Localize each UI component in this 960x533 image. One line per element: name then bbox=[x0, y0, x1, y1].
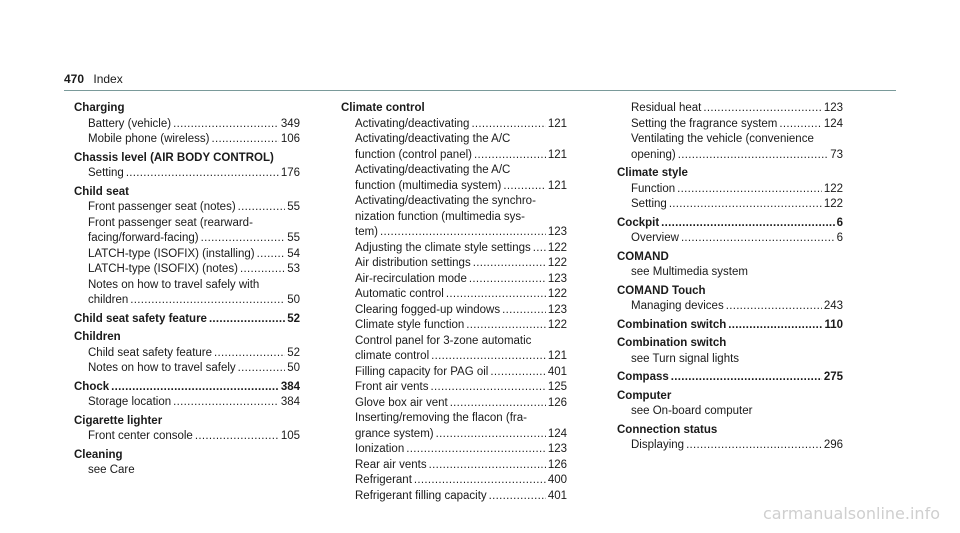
subentry-text: Front air vents bbox=[355, 381, 429, 393]
dot-leader bbox=[466, 318, 546, 334]
page-ref[interactable]: 55 bbox=[287, 201, 300, 213]
page-ref[interactable]: 52 bbox=[287, 312, 300, 325]
dot-leader bbox=[677, 182, 822, 198]
dot-leader bbox=[681, 231, 835, 247]
page-ref[interactable]: 121 bbox=[547, 350, 567, 362]
index-heading: Climate style bbox=[617, 167, 688, 179]
page-ref[interactable]: 110 bbox=[824, 318, 843, 331]
dot-leader bbox=[436, 427, 546, 443]
dot-leader bbox=[214, 346, 285, 362]
page-ref[interactable]: 122 bbox=[823, 182, 843, 195]
dot-leader bbox=[257, 247, 286, 263]
index-entry bbox=[617, 101, 843, 163]
index-entry bbox=[74, 380, 300, 411]
subentry-text: Child seat safety feature bbox=[88, 346, 213, 359]
subentry-text: Mobile phone (wireless) bbox=[88, 133, 210, 145]
dot-leader bbox=[533, 241, 546, 257]
watermark: carmanualsonline.info bbox=[762, 504, 940, 523]
subentry-text: Displaying bbox=[631, 439, 685, 451]
page-ref[interactable]: 54 bbox=[287, 247, 300, 260]
dot-leader bbox=[173, 117, 279, 133]
heading-text: Combination switch bbox=[617, 318, 727, 331]
page-ref[interactable]: 243 bbox=[823, 300, 843, 312]
subentry-text: Air distribution settings bbox=[355, 257, 471, 269]
index-subentry bbox=[617, 438, 843, 454]
dot-leader bbox=[450, 396, 546, 412]
heading-text: Compass bbox=[617, 371, 669, 383]
page-ref[interactable]: 124 bbox=[547, 427, 567, 440]
index-subentry: see Care bbox=[88, 464, 135, 476]
dot-leader bbox=[195, 429, 279, 445]
subentry-text: function (control panel) bbox=[355, 148, 472, 161]
subentry-text: tem) bbox=[355, 226, 378, 238]
index-subentry: Activating/deactivating the synchro- bbox=[355, 195, 536, 207]
subentry-text: Setting the fragrance system bbox=[631, 117, 778, 130]
index-subentry bbox=[74, 200, 300, 216]
index-column-2 bbox=[341, 101, 567, 507]
index-subentry bbox=[341, 148, 567, 164]
index-entry bbox=[617, 389, 843, 420]
index-heading: Climate control bbox=[341, 102, 425, 114]
dot-leader bbox=[474, 148, 546, 164]
dot-leader bbox=[209, 312, 285, 328]
subentry-text: Managing devices bbox=[631, 300, 724, 312]
index-subentry bbox=[341, 117, 567, 133]
index-subentry: Inserting/removing the flacon (fra- bbox=[355, 412, 527, 424]
dot-leader bbox=[489, 489, 546, 505]
page-ref[interactable]: 55 bbox=[287, 232, 300, 244]
dot-leader bbox=[678, 148, 828, 164]
index-subentry bbox=[617, 231, 843, 247]
index-heading: COMAND Touch bbox=[617, 284, 706, 297]
subentry-text: Ionization bbox=[355, 443, 405, 455]
index-subentry bbox=[74, 262, 300, 278]
index-subentry bbox=[74, 231, 300, 247]
subentry-text: Storage location bbox=[88, 396, 172, 408]
index-heading bbox=[617, 318, 843, 334]
page-ref[interactable]: 125 bbox=[547, 381, 567, 393]
index-heading: Computer bbox=[617, 389, 672, 402]
index-subentry: Control panel for 3-zone automatic bbox=[355, 334, 532, 347]
index-entry bbox=[74, 101, 300, 148]
header-divider bbox=[64, 90, 896, 91]
dot-leader bbox=[661, 216, 834, 232]
index-entry bbox=[74, 151, 300, 182]
dot-leader bbox=[429, 458, 546, 474]
subentry-text: Automatic control bbox=[355, 288, 444, 300]
page-ref[interactable]: 6 bbox=[836, 232, 843, 244]
subentry-text: opening) bbox=[631, 148, 676, 161]
subentry-text: children bbox=[88, 294, 129, 306]
page-ref[interactable]: 126 bbox=[547, 458, 567, 471]
index-subentry bbox=[617, 117, 843, 133]
page-ref[interactable]: 123 bbox=[547, 272, 567, 285]
index-heading: Connection status bbox=[617, 423, 718, 436]
index-subentry: Activating/deactivating the A/C bbox=[355, 164, 511, 176]
index-subentry: Ventilating the vehicle (convenience bbox=[631, 133, 814, 145]
subentry-text: facing/forward-facing) bbox=[88, 232, 199, 244]
dot-leader bbox=[703, 101, 821, 117]
page-ref[interactable]: 349 bbox=[280, 117, 300, 130]
dot-leader bbox=[469, 272, 546, 288]
index-subentry: Notes on how to travel safely with bbox=[88, 278, 260, 291]
index-column-3 bbox=[617, 101, 843, 457]
index-subentry bbox=[617, 299, 843, 315]
index-subentry: see Multimedia system bbox=[631, 266, 748, 278]
index-subentry bbox=[341, 349, 567, 365]
page-ref[interactable]: 123 bbox=[547, 443, 567, 455]
page-ref[interactable]: 176 bbox=[280, 167, 300, 179]
dot-leader bbox=[380, 225, 546, 241]
index-subentry bbox=[74, 293, 300, 309]
dot-leader bbox=[406, 442, 546, 458]
page-ref[interactable]: 401 bbox=[547, 365, 567, 378]
subentry-text: Function bbox=[631, 182, 676, 195]
page-ref[interactable]: 50 bbox=[287, 294, 300, 306]
heading-text: Chock bbox=[74, 380, 110, 393]
subentry-text: Air-recirculation mode bbox=[355, 272, 467, 285]
page-ref[interactable]: 275 bbox=[823, 371, 843, 383]
index-heading: Children bbox=[74, 331, 121, 343]
page-ref[interactable]: 121 bbox=[547, 117, 567, 130]
index-heading bbox=[617, 216, 843, 232]
index-heading bbox=[617, 370, 843, 386]
subentry-text: Setting bbox=[88, 167, 124, 179]
page-ref[interactable]: 105 bbox=[280, 430, 300, 442]
index-subentry bbox=[617, 101, 843, 117]
index-subentry bbox=[341, 427, 567, 443]
dot-leader bbox=[728, 318, 822, 334]
index-entry bbox=[617, 423, 843, 454]
dot-leader bbox=[726, 299, 822, 315]
subentry-text: Rear air vents bbox=[355, 458, 427, 471]
index-subentry bbox=[74, 132, 300, 148]
page-ref[interactable]: 122 bbox=[547, 288, 567, 300]
subentry-text: Climate style function bbox=[355, 319, 465, 331]
dot-leader bbox=[669, 197, 822, 213]
subentry-text: Clearing fogged-up windows bbox=[355, 303, 501, 316]
subentry-text: Activating/deactivating bbox=[355, 117, 470, 130]
dot-leader bbox=[238, 361, 286, 377]
dot-leader bbox=[686, 438, 822, 454]
page-ref[interactable]: 296 bbox=[823, 439, 843, 451]
dot-leader bbox=[130, 293, 285, 309]
page-number: 470 bbox=[64, 72, 85, 86]
dot-leader bbox=[473, 256, 546, 272]
index-subentry: nization function (multimedia sys- bbox=[355, 210, 526, 223]
index-subentry: see Turn signal lights bbox=[631, 352, 740, 365]
index-subentry bbox=[341, 256, 567, 272]
subentry-text: Overview bbox=[631, 232, 679, 244]
index-heading: Cigarette lighter bbox=[74, 414, 163, 427]
page-ref[interactable]: 50 bbox=[287, 362, 300, 374]
index-subentry bbox=[341, 287, 567, 303]
index-entry bbox=[74, 330, 300, 377]
page-ref[interactable]: 122 bbox=[547, 319, 567, 331]
subentry-text: Filling capacity for PAG oil bbox=[355, 365, 489, 378]
page-ref[interactable]: 384 bbox=[280, 380, 300, 393]
index-subentry bbox=[341, 179, 567, 195]
subentry-text: Adjusting the climate style settings bbox=[355, 241, 531, 254]
index-heading: Combination switch bbox=[617, 337, 727, 349]
index-entry bbox=[617, 336, 843, 367]
index-subentry: see On-board computer bbox=[631, 405, 753, 417]
page-ref[interactable]: 52 bbox=[287, 346, 300, 359]
index-subentry bbox=[341, 396, 567, 412]
page-ref[interactable]: 384 bbox=[280, 396, 300, 408]
index-subentry bbox=[617, 182, 843, 198]
dot-leader bbox=[502, 303, 546, 319]
index-entry bbox=[341, 101, 567, 504]
index-subentry bbox=[341, 442, 567, 458]
page-ref[interactable]: 73 bbox=[830, 148, 843, 161]
page-ref[interactable]: 121 bbox=[547, 179, 567, 192]
index-column-1 bbox=[74, 101, 300, 482]
subentry-text: Refrigerant filling capacity bbox=[355, 489, 487, 502]
page-ref[interactable]: 123 bbox=[547, 303, 567, 316]
index-entry bbox=[74, 185, 300, 309]
subentry-text: climate control bbox=[355, 350, 430, 362]
page-ref[interactable]: 122 bbox=[547, 257, 567, 269]
page-header bbox=[64, 72, 123, 86]
subentry-text: Front center console bbox=[88, 430, 193, 442]
index-heading: Chassis level (AIR BODY CONTROL) bbox=[74, 151, 274, 164]
index-subentry bbox=[617, 148, 843, 164]
index-entry bbox=[617, 250, 843, 281]
index-subentry bbox=[341, 489, 567, 505]
subentry-text: LATCH-type (ISOFIX) (notes) bbox=[88, 263, 238, 275]
index-subentry bbox=[74, 117, 300, 133]
dot-leader bbox=[431, 349, 546, 365]
heading-text: Cockpit bbox=[617, 216, 660, 229]
dot-leader bbox=[173, 395, 279, 411]
page-ref[interactable]: 122 bbox=[547, 241, 567, 254]
page-ref[interactable]: 123 bbox=[823, 102, 843, 114]
dot-leader bbox=[671, 370, 822, 386]
index-subentry bbox=[341, 380, 567, 396]
index-entry bbox=[617, 318, 843, 334]
index-subentry bbox=[74, 166, 300, 182]
index-subentry bbox=[74, 361, 300, 377]
subentry-text: Notes on how to travel safely bbox=[88, 362, 236, 374]
page-ref[interactable]: 123 bbox=[547, 226, 567, 238]
subentry-text: Refrigerant bbox=[355, 474, 412, 486]
dot-leader bbox=[201, 231, 286, 247]
dot-leader bbox=[471, 117, 545, 133]
dot-leader bbox=[211, 132, 278, 148]
dot-leader bbox=[431, 380, 546, 396]
subentry-text: Residual heat bbox=[631, 102, 702, 114]
index-subentry bbox=[74, 429, 300, 445]
index-subentry bbox=[341, 365, 567, 381]
subentry-text: LATCH-type (ISOFIX) (installing) bbox=[88, 247, 255, 260]
index-subentry bbox=[74, 247, 300, 263]
index-heading: Child seat bbox=[74, 185, 129, 198]
index-subentry bbox=[341, 225, 567, 241]
page-ref[interactable]: 400 bbox=[547, 474, 567, 486]
dot-leader bbox=[238, 200, 286, 216]
dot-leader bbox=[240, 262, 285, 278]
subentry-text: function (multimedia system) bbox=[355, 179, 502, 192]
subentry-text: Battery (vehicle) bbox=[88, 117, 172, 130]
index-heading bbox=[74, 312, 300, 328]
index-entry bbox=[74, 448, 300, 479]
index-subentry: Front passenger seat (rearward- bbox=[88, 216, 253, 229]
index-heading: Charging bbox=[74, 102, 125, 114]
index-subentry bbox=[74, 346, 300, 362]
index-subentry bbox=[341, 241, 567, 257]
index-subentry bbox=[341, 303, 567, 319]
index-subentry bbox=[341, 473, 567, 489]
heading-text: Child seat safety feature bbox=[74, 312, 207, 325]
index-subentry bbox=[341, 318, 567, 334]
page-ref[interactable]: 106 bbox=[280, 133, 300, 145]
page-ref[interactable]: 401 bbox=[547, 489, 567, 502]
index-entry bbox=[617, 166, 843, 213]
index-entry bbox=[74, 414, 300, 445]
subentry-text: grance system) bbox=[355, 427, 434, 440]
page-ref[interactable]: 126 bbox=[547, 396, 567, 409]
page-ref[interactable]: 122 bbox=[823, 198, 843, 210]
index-subentry bbox=[341, 272, 567, 288]
dot-leader bbox=[490, 365, 545, 381]
subentry-text: Glove box air vent bbox=[355, 396, 448, 409]
dot-leader bbox=[779, 117, 821, 133]
index-subentry: Activating/deactivating the A/C bbox=[355, 133, 511, 145]
subentry-text: Front passenger seat (notes) bbox=[88, 201, 236, 213]
dot-leader bbox=[446, 287, 546, 303]
dot-leader bbox=[414, 473, 546, 489]
index-subentry bbox=[74, 395, 300, 411]
index-entry bbox=[74, 312, 300, 328]
index-subentry bbox=[617, 197, 843, 213]
index-entry bbox=[617, 216, 843, 247]
dot-leader bbox=[111, 380, 279, 396]
page-ref[interactable]: 121 bbox=[547, 148, 567, 161]
index-heading bbox=[74, 380, 300, 396]
page-ref[interactable]: 6 bbox=[836, 216, 843, 229]
subentry-text: Setting bbox=[631, 198, 667, 210]
index-heading: Cleaning bbox=[74, 448, 123, 461]
page-ref[interactable]: 124 bbox=[823, 117, 843, 130]
dot-leader bbox=[503, 179, 545, 195]
dot-leader bbox=[126, 166, 279, 182]
page-ref[interactable]: 53 bbox=[287, 263, 300, 275]
index-heading: COMAND bbox=[617, 250, 669, 263]
section-title: Index bbox=[93, 72, 123, 86]
index-subentry bbox=[341, 458, 567, 474]
index-entry bbox=[617, 284, 843, 315]
index-entry bbox=[617, 370, 843, 386]
